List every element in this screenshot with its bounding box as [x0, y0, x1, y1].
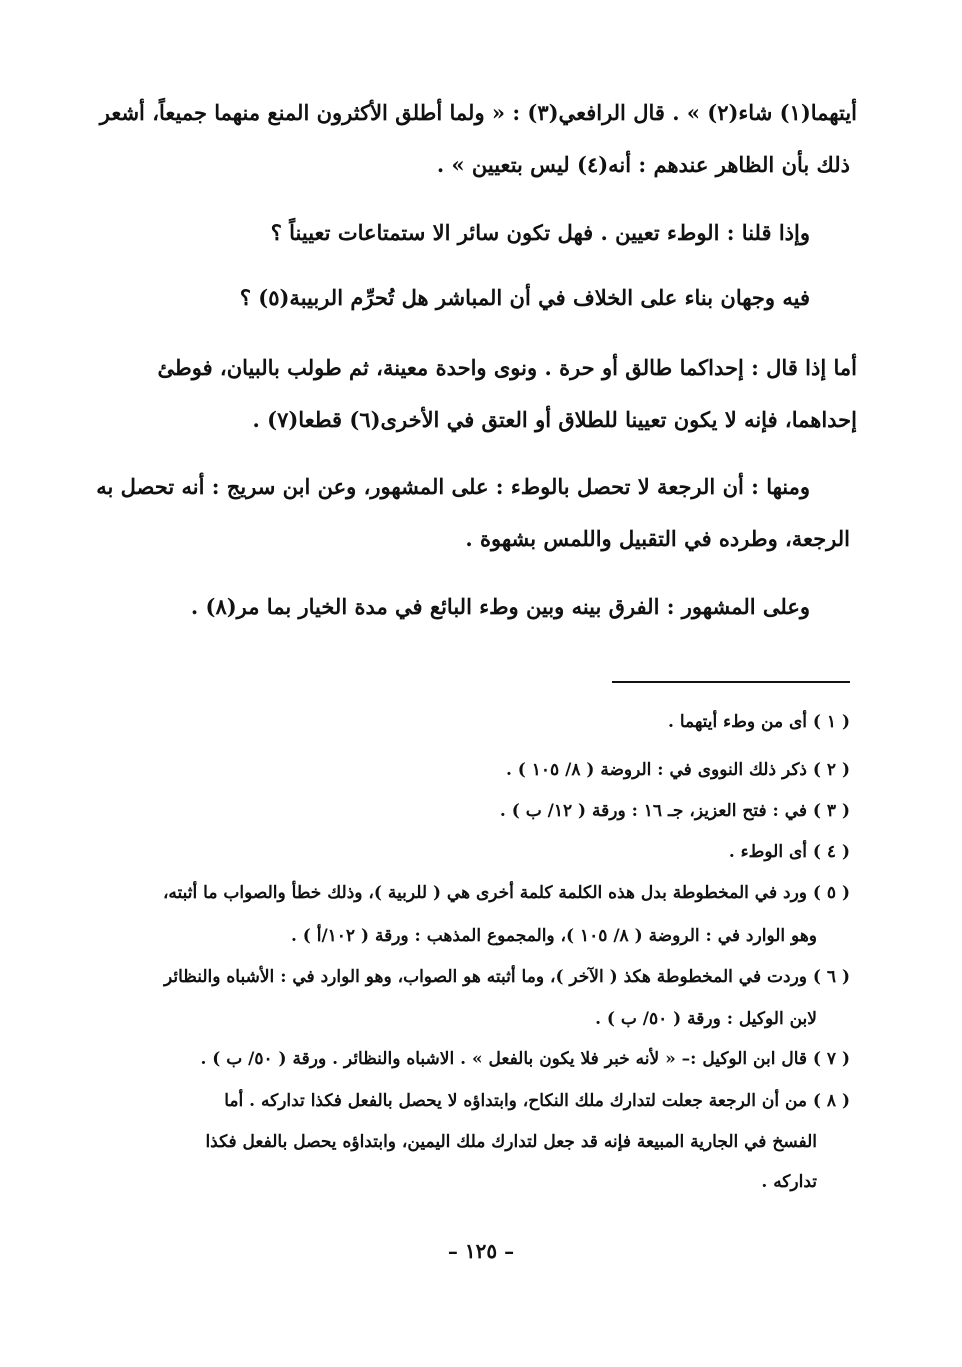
text-line: وإذا قلنا : الوطء تعيين . فهل تكون سائر الا ستمتاعات تعييناً ؟	[270, 220, 810, 245]
footnote-line: ( ١ ) أى من وطء أيتهما .	[667, 712, 850, 732]
text-line: فيه وجهان بناء على الخلاف في أن المباشر هل تُحرِّم الربيبة(٥) ؟	[239, 285, 810, 310]
text-line: إحداهما، فإنه لا يكون تعيينا للطلاق أو العتق في الأخرى(٦) قطعا(٧) .	[252, 407, 857, 432]
footnote-line: ( ٣ ) في : فتح العزيز، جـ ١٦ : ورقة ( ١٢/ ب ) .	[499, 801, 850, 821]
footnote-line: ( ٨ ) من أن الرجعة جعلت لتدارك ملك النكاح، وابتداؤه لا يحصل بالفعل فكذا تداركه . أما	[224, 1091, 850, 1111]
text-line: ذلك بأن الظاهر عندهم : أنه(٤) ليس بتعيين » .	[436, 152, 850, 177]
footnote-line: ( ٧ ) قال ابن الوكيل :– « لأنه خبر فلا يكون بالفعل » . الاشباه والنظائر . ورقة ( ٥٠/ ب ) .	[200, 1049, 850, 1069]
footnote-separator	[612, 681, 850, 683]
footnote-line: ( ٦ ) وردت في المخطوطة هكذ ( الآخر )، وما أثبته هو الصواب، وهو الوارد في : الأشباه والنظائر	[164, 967, 850, 987]
footnote-line: وهو الوارد في : الروضة ( ٨/ ١٠٥ )، والمجموع المذهب : ورقة ( ١٠٢/أ ) .	[290, 926, 817, 946]
text-line: أما إذا قال : إحداكما طالق أو حرة . ونوى واحدة معينة، ثم طولب بالبيان، فوطئ	[157, 355, 857, 380]
text-line: ومنها : أن الرجعة لا تحصل بالوطء : على المشهور، وعن ابن سريج : أنه تحصل به	[96, 474, 810, 499]
footnote-line: ( ٥ ) ورد في المخطوطة بدل هذه الكلمة كلمة أخرى هي ( للربية )، وذلك خطأ والصواب ما أثبته،	[162, 883, 850, 903]
text-line: أيتهما(١) شاء(٢) » . قال الرافعي(٣) : « ولما أطلق الأكثرون المنع منهما جميعاً، أشعر	[99, 100, 857, 125]
footnote-line: لابن الوكيل : ورقة ( ٥٠/ ب ) .	[595, 1009, 817, 1029]
text-line: وعلى المشهور : الفرق بينه وبين وطء البائع في مدة الخيار بما مر(٨) .	[190, 594, 810, 619]
footnote-line: ( ٤ ) أى الوطء .	[728, 842, 850, 862]
page-number: – ١٢٥ –	[447, 1239, 515, 1263]
text-line: الرجعة، وطرده في التقبيل واللمس بشهوة .	[465, 526, 850, 551]
footnote-line: الفسخ في الجارية المبيعة فإنه قد جعل لتدارك ملك اليمين، وابتداؤه يحصل بالفعل فكذا	[205, 1132, 817, 1152]
footnote-line: تداركه .	[761, 1172, 817, 1192]
footnote-line: ( ٢ ) ذكر ذلك النووى في : الروضة ( ٨/ ١٠٥ ) .	[505, 760, 850, 780]
